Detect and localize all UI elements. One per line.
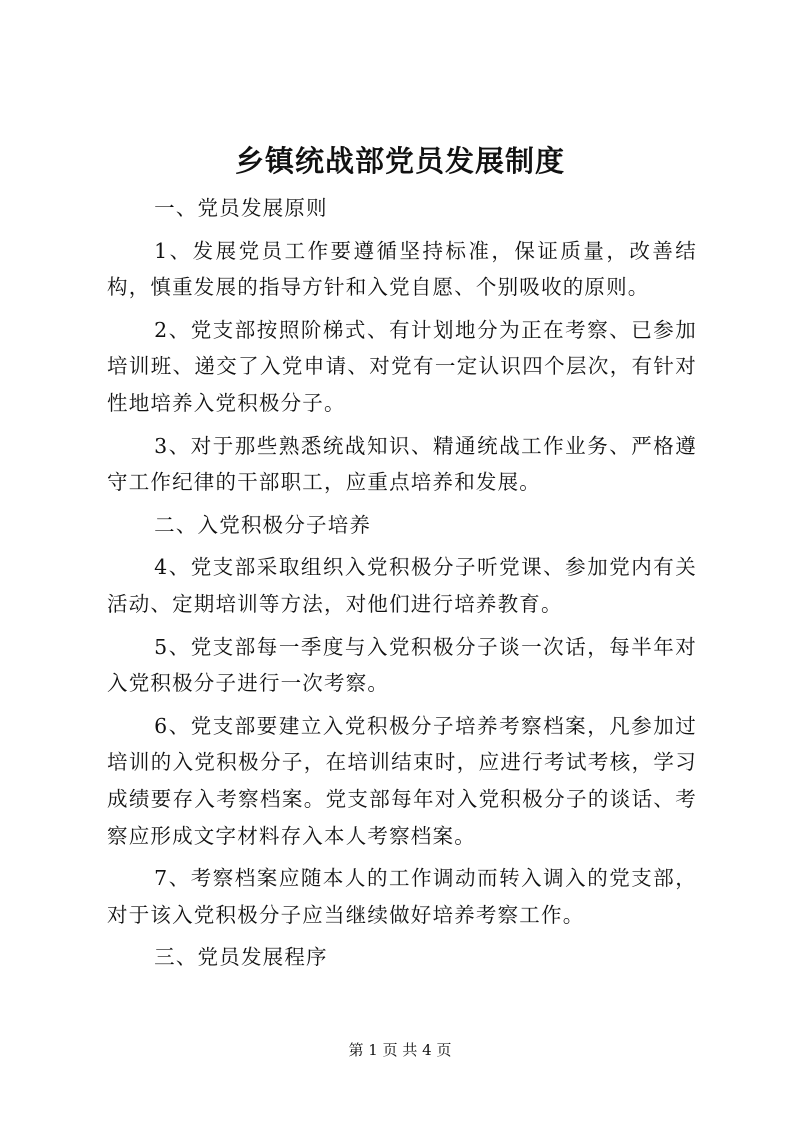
- section-heading-principles: 一、党员发展原则: [154, 196, 328, 220]
- document-title: 乡镇统战部党员发展制度: [234, 144, 565, 178]
- paragraph-6: 6、党支部要建立入党积极分子培养考察档案，凡参加过培训的入党积极分子，在培训结束时，应进行考试考核，学习成绩要存入考察档案。党支部每年对入党积极分子的谈话、考察应形成文字材料存入本人考察档案。: [107, 713, 697, 848]
- section-heading-cultivation: 二、入党积极分子培养: [154, 512, 372, 537]
- paragraph-2: 2、党支部按照阶梯式、有计划地分为正在考察、已参加培训班、递交了入党申请、对党有一定认识四个层次，有针对性地培养入党积极分子。: [107, 317, 697, 415]
- section-heading-procedure: 三、党员发展程序: [154, 945, 328, 970]
- document-body: [107, 190, 697, 982]
- paragraph-7: 7、考察档案应随本人的工作调动而转入调入的党支部，对于该入党积极分子应当继续做好培养考察工作。: [107, 866, 697, 927]
- paragraph-1: 1、发展党员工作要遵循坚持标准，保证质量，改善结构，慎重发展的指导方针和入党自愿、个别吸收的原则。: [107, 238, 697, 300]
- paragraph-5: 5、党支部每一季度与入党积极分子谈一次话，每半年对入党积极分子进行一次考察。: [107, 634, 697, 696]
- paragraph-3: 3、对于那些熟悉统战知识、精通统战工作业务、严格遵守工作纪律的干部职工，应重点培养和发展。: [107, 433, 697, 495]
- paragraph-4: 4、党支部采取组织入党积极分子听党课、参加党内有关活动、定期培训等方法，对他们进行培养教育。: [107, 555, 697, 616]
- page-number-footer: 第 1 页 共 4 页: [348, 1041, 452, 1059]
